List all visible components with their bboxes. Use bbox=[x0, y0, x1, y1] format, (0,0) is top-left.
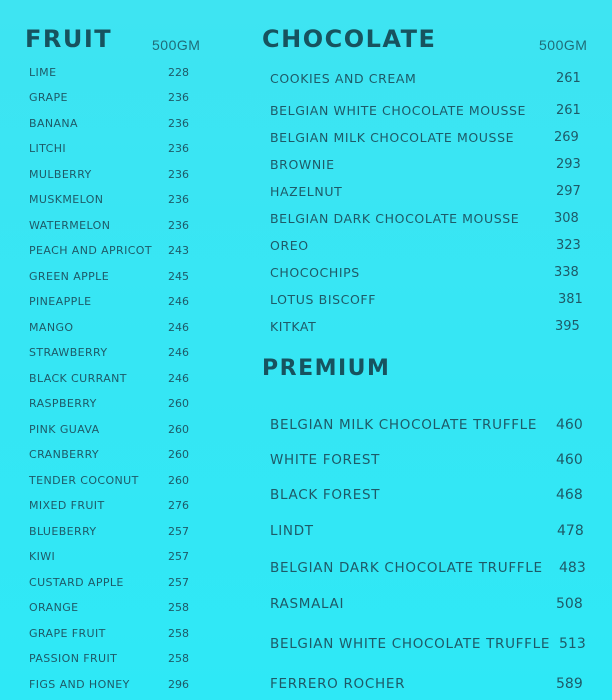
chocolate-item-price: 261 bbox=[556, 103, 581, 118]
fruit-item-name: RASPBERRY bbox=[29, 397, 97, 410]
premium-item-price: 513 bbox=[559, 636, 586, 652]
premium-item-name: LINDT bbox=[270, 523, 314, 539]
fruit-item-name: ORANGE bbox=[29, 601, 79, 614]
chocolate-item-name: BELGIAN WHITE CHOCOLATE MOUSSE bbox=[270, 103, 527, 118]
chocolate-size-label: 500GM bbox=[539, 37, 588, 53]
fruit-item-price: 258 bbox=[168, 627, 189, 640]
premium-item-price: 460 bbox=[556, 417, 583, 433]
fruit-item-name: CUSTARD APPLE bbox=[29, 576, 124, 589]
chocolate-item-price: 323 bbox=[556, 238, 581, 253]
fruit-item-name: PINK GUAVA bbox=[29, 423, 100, 436]
fruit-item-name: KIWI bbox=[29, 550, 56, 563]
fruit-item-name: BLACK CURRANT bbox=[29, 372, 127, 385]
premium-item-price: 468 bbox=[556, 487, 583, 503]
fruit-item-name: MIXED FRUIT bbox=[29, 499, 105, 512]
chocolate-item-price: 381 bbox=[558, 292, 583, 307]
fruit-item-price: 236 bbox=[168, 219, 189, 232]
fruit-heading: FRUIT bbox=[25, 25, 113, 53]
fruit-item-price: 258 bbox=[168, 601, 189, 614]
chocolate-item-price: 293 bbox=[556, 157, 581, 172]
fruit-item-price: 257 bbox=[168, 525, 189, 538]
fruit-item-name: MANGO bbox=[29, 321, 74, 334]
fruit-item-name: LIME bbox=[29, 66, 57, 79]
premium-heading: PREMIUM bbox=[262, 356, 391, 381]
fruit-item-name: BLUEBERRY bbox=[29, 525, 97, 538]
fruit-item-price: 257 bbox=[168, 576, 189, 589]
fruit-item-name: FIGS AND HONEY bbox=[29, 678, 130, 691]
fruit-item-price: 236 bbox=[168, 168, 189, 181]
premium-item-name: BLACK FOREST bbox=[270, 487, 381, 503]
chocolate-item-price: 395 bbox=[555, 319, 580, 334]
fruit-item-name: GRAPE bbox=[29, 91, 68, 104]
fruit-item-price: 236 bbox=[168, 193, 189, 206]
premium-item-name: RASMALAI bbox=[270, 596, 345, 612]
fruit-item-name: PINEAPPLE bbox=[29, 295, 92, 308]
chocolate-item-price: 261 bbox=[556, 71, 581, 86]
fruit-item-price: 236 bbox=[168, 142, 189, 155]
fruit-item-price: 276 bbox=[168, 499, 189, 512]
fruit-item-name: MULBERRY bbox=[29, 168, 92, 181]
fruit-item-name: WATERMELON bbox=[29, 219, 111, 232]
chocolate-item-price: 297 bbox=[556, 184, 581, 199]
premium-item-price: 483 bbox=[559, 560, 586, 576]
fruit-item-name: MUSKMELON bbox=[29, 193, 104, 206]
fruit-item-price: 258 bbox=[168, 652, 189, 665]
fruit-item-price: 257 bbox=[168, 550, 189, 563]
chocolate-item-name: HAZELNUT bbox=[270, 184, 343, 199]
fruit-item-name: BANANA bbox=[29, 117, 78, 130]
chocolate-item-price: 269 bbox=[554, 130, 579, 145]
chocolate-item-name: KITKAT bbox=[270, 319, 317, 334]
fruit-item-name: GREEN APPLE bbox=[29, 270, 110, 283]
fruit-item-price: 246 bbox=[168, 321, 189, 334]
chocolate-item-name: LOTUS BISCOFF bbox=[270, 292, 376, 307]
chocolate-item-price: 338 bbox=[554, 265, 579, 280]
chocolate-item-name: BELGIAN DARK CHOCOLATE MOUSSE bbox=[270, 211, 520, 226]
chocolate-heading: CHOCOLATE bbox=[262, 25, 437, 53]
chocolate-item-name: BELGIAN MILK CHOCOLATE MOUSSE bbox=[270, 130, 515, 145]
chocolate-item-name: OREO bbox=[270, 238, 309, 253]
chocolate-item-name: BROWNIE bbox=[270, 157, 335, 172]
premium-item-price: 508 bbox=[556, 596, 583, 612]
fruit-item-price: 246 bbox=[168, 346, 189, 359]
fruit-item-name: GRAPE FRUIT bbox=[29, 627, 106, 640]
fruit-item-price: 296 bbox=[168, 678, 189, 691]
fruit-size-label: 500GM bbox=[152, 37, 201, 53]
premium-item-price: 589 bbox=[556, 676, 583, 692]
fruit-item-price: 260 bbox=[168, 423, 189, 436]
fruit-item-price: 236 bbox=[168, 117, 189, 130]
fruit-item-name: TENDER COCONUT bbox=[29, 474, 139, 487]
fruit-item-name: PASSION FRUIT bbox=[29, 652, 118, 665]
premium-item-name: BELGIAN MILK CHOCOLATE TRUFFLE bbox=[270, 417, 538, 433]
fruit-item-name: PEACH AND APRICOT bbox=[29, 244, 152, 257]
fruit-item-price: 228 bbox=[168, 66, 189, 79]
fruit-item-price: 246 bbox=[168, 372, 189, 385]
fruit-item-price: 260 bbox=[168, 474, 189, 487]
premium-item-name: WHITE FOREST bbox=[270, 452, 381, 468]
premium-item-price: 478 bbox=[557, 523, 584, 539]
fruit-item-price: 243 bbox=[168, 244, 189, 257]
fruit-item-price: 245 bbox=[168, 270, 189, 283]
chocolate-item-price: 308 bbox=[554, 211, 579, 226]
fruit-item-price: 260 bbox=[168, 397, 189, 410]
premium-item-name: BELGIAN WHITE CHOCOLATE TRUFFLE bbox=[270, 636, 551, 652]
premium-item-name: BELGIAN DARK CHOCOLATE TRUFFLE bbox=[270, 560, 543, 576]
fruit-item-name: CRANBERRY bbox=[29, 448, 100, 461]
fruit-item-name: STRAWBERRY bbox=[29, 346, 108, 359]
fruit-item-price: 260 bbox=[168, 448, 189, 461]
premium-item-name: FERRERO ROCHER bbox=[270, 676, 406, 692]
fruit-item-price: 246 bbox=[168, 295, 189, 308]
premium-item-price: 460 bbox=[556, 452, 583, 468]
fruit-item-price: 236 bbox=[168, 91, 189, 104]
chocolate-item-name: CHOCOCHIPS bbox=[270, 265, 360, 280]
fruit-item-name: LITCHI bbox=[29, 142, 67, 155]
chocolate-item-name: COOKIES AND CREAM bbox=[270, 71, 417, 86]
